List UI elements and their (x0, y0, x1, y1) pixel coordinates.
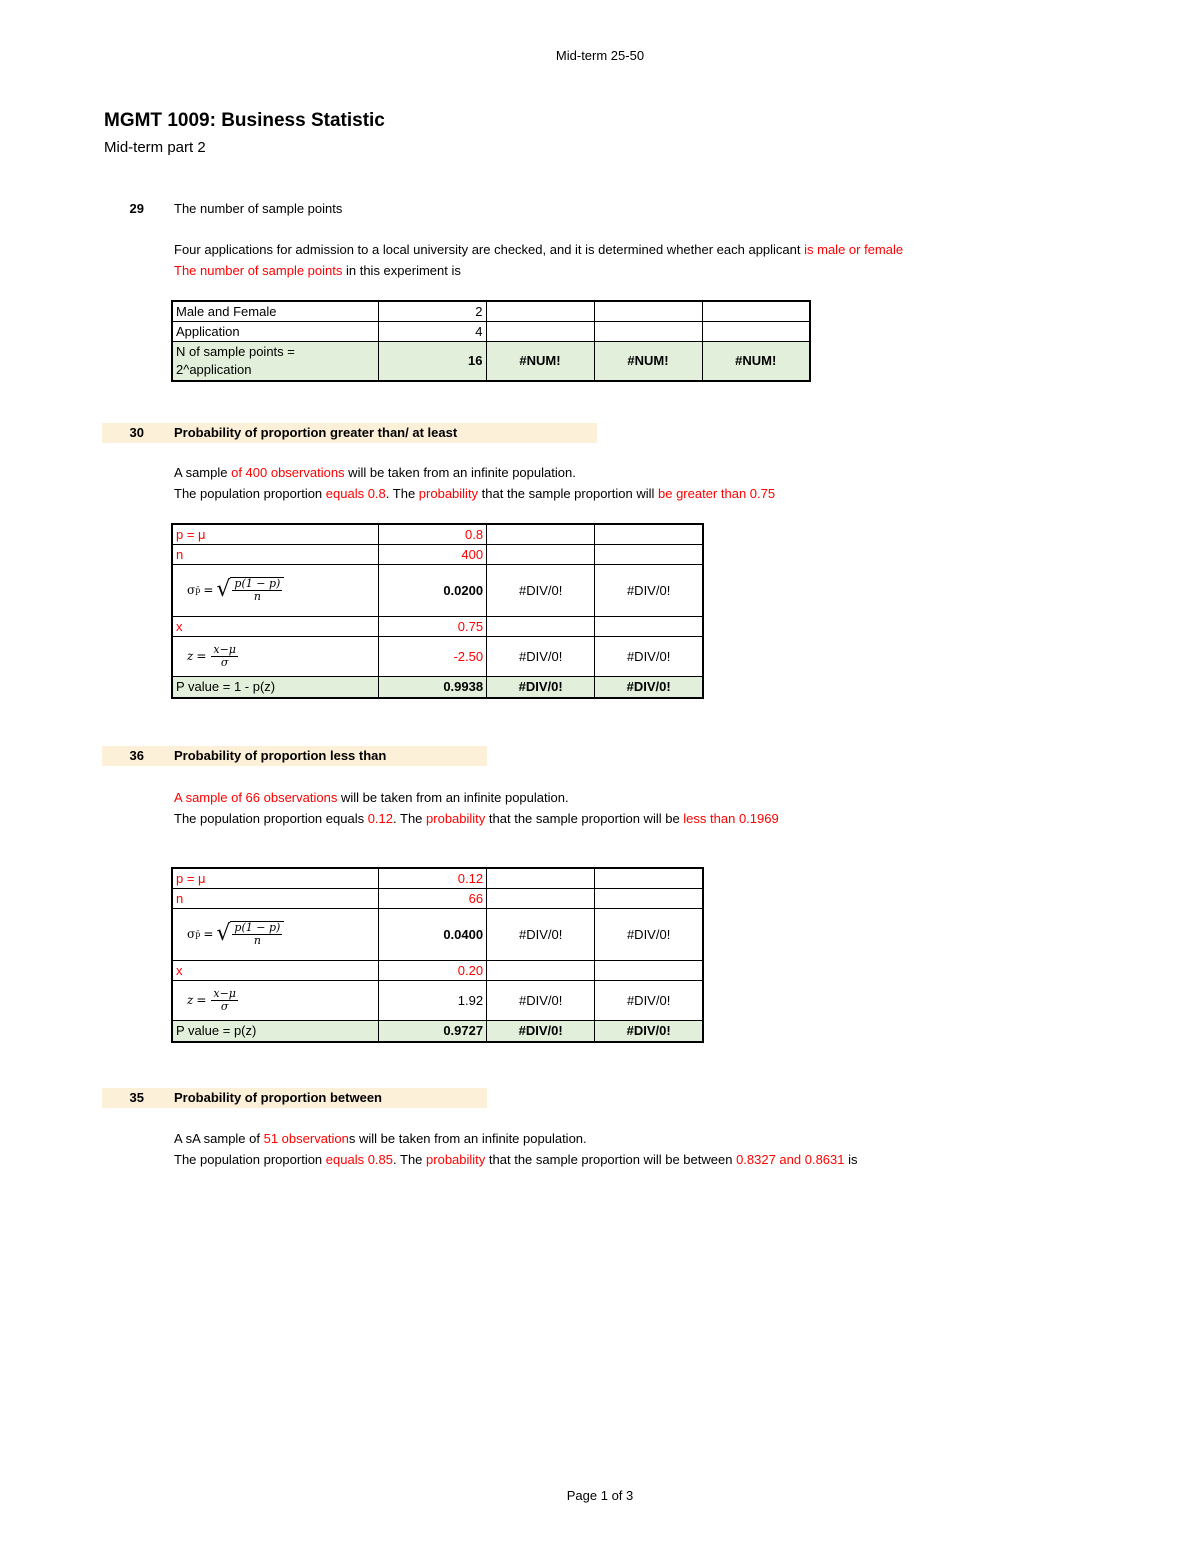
q36-number: 36 (129, 748, 144, 763)
sqrt-icon: √ (216, 577, 231, 602)
p-value: 0.12 (378, 868, 486, 888)
empty-cell (487, 524, 595, 544)
empty-cell (595, 616, 703, 636)
q35-line1-part: s will be taken from an infinite population. (348, 1131, 587, 1146)
q36-line1-part: will be taken from an infinite population. (337, 790, 569, 805)
q36-line2-part: 0.12 (367, 811, 394, 826)
q29-value: 4 (378, 321, 486, 341)
sqrt-body (230, 921, 284, 947)
q36-row-z (172, 980, 703, 1020)
fraction-denominator: σ (220, 655, 229, 669)
page-header: Mid-term 25-50 (555, 48, 645, 63)
q36-row-sigma (172, 908, 703, 960)
q29-result-error: #NUM! (702, 341, 810, 381)
sqrt-icon: √ (216, 921, 231, 946)
q35-line2-part: . The (393, 1152, 427, 1167)
p-label: p = μ (172, 868, 378, 888)
empty-cell (594, 321, 702, 341)
q29-table (171, 300, 811, 382)
q29-row-male-female (172, 301, 810, 321)
q35-line2-part: The population proportion (174, 1152, 326, 1167)
q36-line2-part: The population proportion equals (174, 811, 368, 826)
q29-result-label-2: 2^application (176, 361, 252, 377)
q29-result-value: 16 (378, 341, 486, 381)
q29-line1 (174, 242, 903, 257)
empty-cell (594, 301, 702, 321)
q30-line1-part: A sample (174, 465, 232, 480)
q30-row-pvalue (172, 676, 703, 698)
q30-table (171, 523, 704, 699)
q29-line2 (174, 263, 461, 278)
q30-line2-part: . The (385, 486, 419, 501)
q29-number: 29 (129, 201, 144, 216)
q35-line1-part: A sA sample of (174, 1131, 264, 1146)
pvalue-error: #DIV/0! (595, 1020, 703, 1042)
q30-line2-part: that the sample proportion will (478, 486, 658, 501)
q36-line2-part: . The (393, 811, 427, 826)
q35-line2-part: probability (426, 1152, 486, 1167)
q35-line2-part: equals 0.85 (325, 1152, 394, 1167)
q29-line1-highlight: is male or female (804, 242, 904, 257)
q35-line2-part: that the sample proportion will be between (485, 1152, 737, 1167)
empty-cell (487, 616, 595, 636)
equals-sign: = (203, 927, 214, 941)
q30-line2 (174, 486, 775, 501)
z-value: 1.92 (378, 980, 486, 1020)
sigma-error: #DIV/0! (595, 564, 703, 616)
x-value: 0.20 (378, 960, 486, 980)
q29-row-application (172, 321, 810, 341)
pvalue-label: P value = p(z) (172, 1020, 378, 1042)
pvalue-error: #DIV/0! (487, 1020, 595, 1042)
document-title: MGMT 1009: Business Statistic (104, 110, 385, 131)
q36-line2-part: that the sample proportion will be (485, 811, 684, 826)
q29-row-result (172, 341, 810, 381)
q36-row-x (172, 960, 703, 980)
q29-label: Male and Female (172, 301, 378, 321)
z-fraction (211, 644, 238, 669)
q30-row-z (172, 636, 703, 676)
n-label: n (172, 544, 378, 564)
fraction-numerator: x−μ (213, 986, 236, 1000)
q30-line2-part: equals 0.8 (325, 486, 386, 501)
q30-line1 (174, 465, 576, 480)
empty-cell (487, 960, 595, 980)
q30-row-n (172, 544, 703, 564)
n-label: n (172, 888, 378, 908)
pvalue-label: P value = 1 - p(z) (172, 676, 378, 698)
sigma-error: #DIV/0! (595, 908, 703, 960)
q36-line1-part: A sample of 66 observations (174, 790, 338, 805)
x-label: x (172, 616, 378, 636)
empty-cell (702, 301, 810, 321)
q29-value: 2 (378, 301, 486, 321)
n-value: 66 (378, 888, 486, 908)
z-formula-graphic (187, 988, 240, 1013)
sigma-subscript: p̄ (195, 929, 201, 939)
q36-line2-part: less than 0.1969 (683, 811, 779, 826)
equals-sign: = (203, 583, 214, 597)
q29-line1-text: Four applications for admission to a local university are checked, and it is determined whether each applicant (174, 242, 805, 257)
page-footer: Page 1 of 3 (566, 1488, 634, 1503)
q29-result-label (172, 341, 378, 381)
z-formula (172, 980, 378, 1020)
fraction-denominator: σ (220, 999, 229, 1013)
q29-result-error: #NUM! (594, 341, 702, 381)
q29-label: Application (172, 321, 378, 341)
empty-cell (487, 888, 595, 908)
p-value: 0.8 (378, 524, 486, 544)
sigma-subscript: p̄ (195, 585, 201, 595)
q35-title: Probability of proportion between (174, 1090, 382, 1105)
fraction-numerator: x−μ (213, 642, 236, 656)
q29-line2-text: in this experiment is (342, 263, 461, 278)
q30-line2-part: The population proportion (174, 486, 326, 501)
empty-cell (595, 544, 703, 564)
sigma-error: #DIV/0! (487, 564, 595, 616)
empty-cell (595, 524, 703, 544)
x-label: x (172, 960, 378, 980)
q29-line2-highlight: The number of sample points (174, 263, 343, 278)
q36-title: Probability of proportion less than (174, 748, 387, 763)
document-subtitle: Mid-term part 2 (104, 139, 206, 156)
pvalue-value: 0.9938 (378, 676, 486, 698)
empty-cell (487, 544, 595, 564)
q36-row-n (172, 888, 703, 908)
sigma-fraction (232, 578, 282, 603)
q30-title: Probability of proportion greater than/ at least (174, 425, 458, 440)
q36-line2 (174, 811, 779, 826)
sigma-formula-graphic (187, 577, 284, 603)
q30-row-p (172, 524, 703, 544)
sigma-formula (172, 564, 378, 616)
sigma-error: #DIV/0! (487, 908, 595, 960)
empty-cell (486, 321, 594, 341)
sigma-value: 0.0400 (378, 908, 486, 960)
empty-cell (595, 888, 703, 908)
q36-row-pvalue (172, 1020, 703, 1042)
q30-row-x (172, 616, 703, 636)
equals-sign: = (196, 993, 207, 1007)
sigma-fraction (232, 922, 282, 947)
z-value: -2.50 (378, 636, 486, 676)
q29-title: The number of sample points (174, 201, 343, 216)
q30-row-sigma (172, 564, 703, 616)
q30-line1-part: of 400 observations (231, 465, 345, 480)
p-label: p = μ (172, 524, 378, 544)
z-error: #DIV/0! (595, 980, 703, 1020)
x-value: 0.75 (378, 616, 486, 636)
fraction-denominator: n (253, 934, 261, 947)
sigma-symbol: σ (187, 927, 196, 941)
q30-line1-part: will be taken from an infinite population. (344, 465, 576, 480)
empty-cell (595, 868, 703, 888)
equals-sign: = (196, 649, 207, 663)
fraction-numerator: p(1 − p) (234, 577, 281, 590)
q36-line2-part: probability (426, 811, 486, 826)
fraction-denominator: n (253, 590, 261, 603)
q30-number: 30 (129, 425, 144, 440)
q35-line2-part: 0.8327 and 0.8631 (736, 1152, 845, 1167)
q36-table (171, 867, 704, 1043)
pvalue-error: #DIV/0! (595, 676, 703, 698)
empty-cell (487, 868, 595, 888)
n-value: 400 (378, 544, 486, 564)
q35-number: 35 (129, 1090, 144, 1105)
q35-line1 (174, 1131, 587, 1146)
q29-result-label-1: N of sample points = (176, 343, 295, 359)
z-error: #DIV/0! (595, 636, 703, 676)
z-symbol: z (187, 993, 194, 1007)
q30-line2-part: be greater than 0.75 (658, 486, 776, 501)
z-error: #DIV/0! (487, 636, 595, 676)
z-fraction (211, 988, 238, 1013)
sigma-value: 0.0200 (378, 564, 486, 616)
q36-line1 (174, 790, 569, 805)
q35-line2 (174, 1152, 858, 1167)
z-formula-graphic (187, 644, 240, 669)
sqrt-body (230, 577, 284, 603)
z-formula (172, 636, 378, 676)
z-error: #DIV/0! (487, 980, 595, 1020)
pvalue-value: 0.9727 (378, 1020, 486, 1042)
q29-result-error: #NUM! (486, 341, 594, 381)
sigma-symbol: σ (187, 583, 196, 597)
sigma-formula (172, 908, 378, 960)
q35-line2-part: is (844, 1152, 858, 1167)
empty-cell (486, 301, 594, 321)
pvalue-error: #DIV/0! (487, 676, 595, 698)
q36-row-p (172, 868, 703, 888)
q30-line2-part: probability (418, 486, 479, 501)
empty-cell (702, 321, 810, 341)
q35-line1-part: 51 observation (263, 1131, 349, 1146)
sigma-formula-graphic (187, 921, 284, 947)
empty-cell (595, 960, 703, 980)
z-symbol: z (187, 649, 194, 663)
fraction-numerator: p(1 − p) (234, 921, 281, 934)
